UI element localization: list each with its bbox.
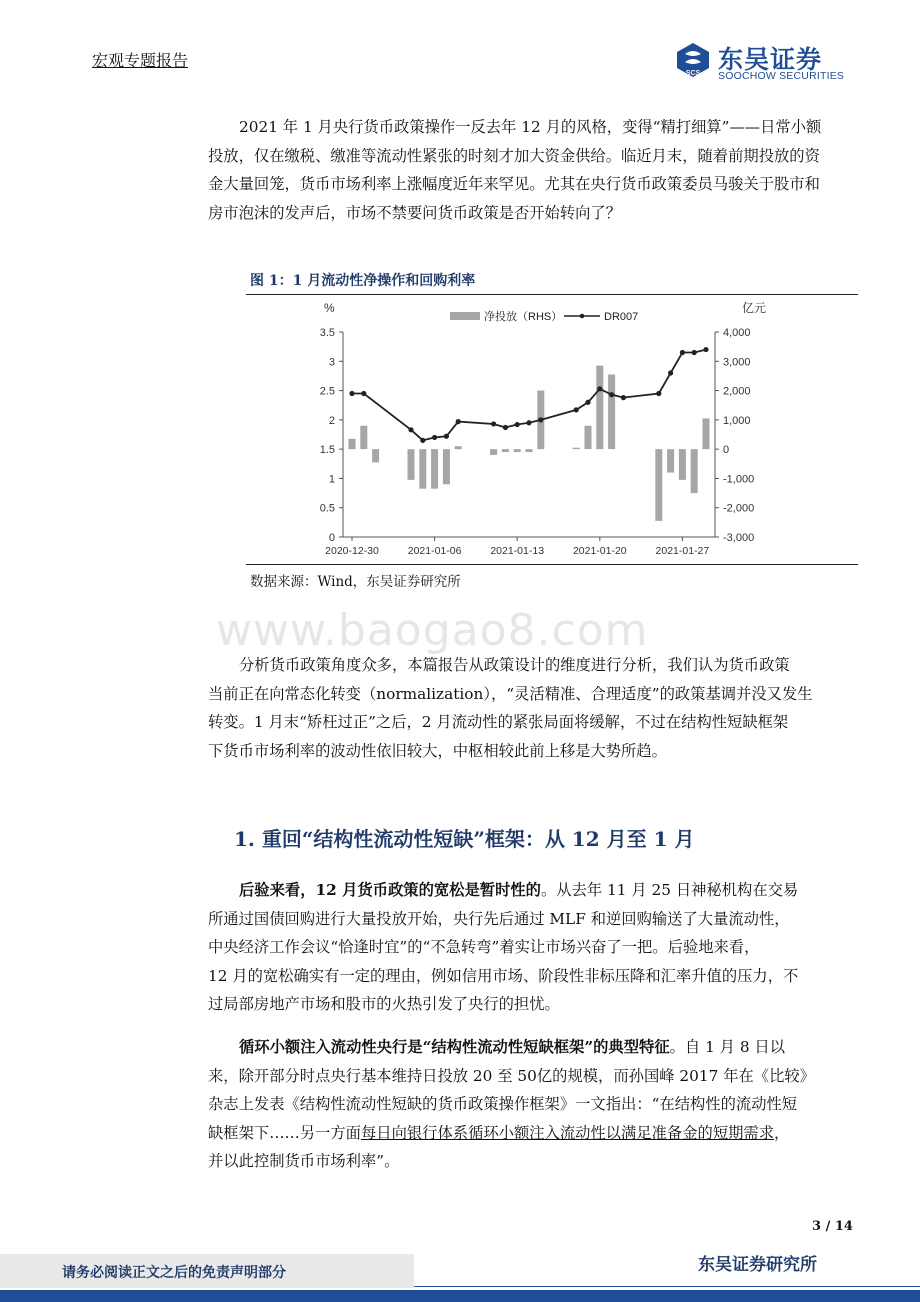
para4-line4-a: 缺框架下……另一方面 [208, 1123, 361, 1142]
para4-line1-rest: 。自 1 月 8 日以 [669, 1038, 786, 1056]
para3-line1-rest: 。从去年 11 月 25 日神秘机构在交易 [540, 881, 799, 899]
liquidity-chart [300, 298, 800, 562]
net-injection-bar [372, 449, 379, 462]
legend-bar-swatch [450, 312, 480, 320]
dr007-point [680, 350, 685, 355]
para3-line [208, 876, 854, 905]
intro-paragraph [208, 113, 854, 227]
x-tick-label: 2020-12-30 [325, 545, 379, 557]
para4-line: 并以此控制货币市场利率”。 [208, 1152, 400, 1170]
para4-lead: 循环小额注入流动性央行是“结构性流动性短缺框架”的典型特征 [239, 1038, 670, 1056]
net-injection-bar [585, 426, 592, 449]
x-tick-label: 2021-01-27 [655, 545, 710, 557]
right-tick-label: -3,000 [723, 532, 755, 544]
dr007-point [597, 386, 602, 391]
para4-line: 杂志上发表《结构性流动性短缺的货币政策操作框架》一文指出：“在结构性的流动性短 [208, 1095, 798, 1113]
dr007-point [361, 391, 366, 396]
legend-line-marker [580, 314, 585, 319]
para4-underlined-quote: 每日向银行体系循环小额注入流动性以满足准备金的短期需求 [360, 1123, 775, 1142]
left-tick-label: 0.5 [319, 502, 335, 515]
x-tick-label: 2021-01-13 [490, 545, 545, 557]
intro-line: 投放，仅在缴税、缴准等流动性紧张的时刻才加大资金供给。临近月末，随着前期投放的资 [208, 146, 820, 165]
right-tick-label: 3,000 [723, 356, 751, 369]
analysis-line: 分析货币政策角度众多，本篇报告从政策设计的维度进行分析，我们认为货币政策 [239, 656, 790, 674]
right-tick-label: -2,000 [723, 502, 755, 515]
dr007-point [585, 400, 590, 405]
dr007-line [349, 347, 708, 443]
para4-line: 来，除开部分时点央行基本维持日投放 20 至 50亿的规模，而孙国峰 2017 年在《比较》 [208, 1066, 815, 1085]
net-injection-bar [455, 446, 462, 449]
para-december-easing [208, 876, 854, 1019]
net-injection-bar [679, 449, 686, 480]
para4-line [208, 1119, 854, 1148]
left-tick-label: 0 [328, 532, 335, 544]
net-injection-bar [349, 439, 356, 449]
left-tick-label: 1.5 [319, 444, 335, 457]
net-injection-bar [408, 449, 415, 480]
para3-line: 所通过国债回购进行大量投放开始，央行先后通过 MLF 和逆回购输送了大量流动性， [208, 909, 790, 928]
para4-line [208, 1033, 854, 1062]
para3-line: 中央经济工作会议“恰逢时宜”的“不急转弯”着实让市场兴奋了一把。后验地来看， [208, 938, 760, 956]
left-axis-unit: % [324, 301, 335, 315]
footer-bar [0, 1290, 920, 1302]
net-injection-bar [443, 449, 450, 484]
dr007-point [515, 422, 520, 427]
intro-line: 金大量回笼，货币市场利率上涨幅度近年来罕见。尤其在央行货币政策委员马骏关于股市和 [208, 175, 820, 193]
dr007-point [668, 370, 673, 375]
net-injection-bar [514, 449, 521, 452]
net-injection-bar [655, 449, 662, 521]
page-number: 3 / 14 [812, 1219, 853, 1234]
net-injection-bar [608, 374, 615, 449]
para3-lead: 后验来看，12 月货币政策的宽松是暂时性的 [239, 881, 541, 899]
figure-title: 图 1：1 月流动性净操作和回购利率 [250, 273, 476, 289]
left-tick-label: 1 [328, 473, 335, 486]
figure-source: 数据来源：Wind，东吴证券研究所 [250, 574, 461, 590]
footer-disclaimer: 请务必阅读正文之后的免责声明部分 [62, 1265, 286, 1281]
right-tick-label: 4,000 [723, 327, 751, 339]
net-injection-bar [490, 449, 497, 455]
logo-mark-text: SCS [685, 70, 701, 77]
para4-line4-c: ， [774, 1123, 790, 1142]
right-tick-label: -1,000 [723, 473, 755, 486]
analysis-line: 当前正在向常态化转变（normalization），“灵活精准、合理适度”的政策基调并没又发生 [208, 684, 813, 703]
net-injection-bar [431, 449, 438, 489]
para3-line: 过局部房地产市场和股市的火热引发了央行的担忧。 [208, 995, 560, 1013]
x-tick-label: 2021-01-20 [572, 545, 627, 557]
company-logo [674, 40, 864, 84]
right-tick-label: 0 [723, 444, 730, 457]
dr007-point [656, 391, 661, 396]
dr007-point [444, 434, 449, 439]
intro-line: 房市泡沫的发声后，市场不禁要问货币政策是否开始转向了？ [208, 203, 622, 222]
report-type-header: 宏观专题报告 [92, 51, 189, 70]
left-tick-label: 3 [328, 356, 335, 369]
dr007-point [432, 435, 437, 440]
legend-line-label: DR007 [604, 311, 639, 323]
intro-line: 2021 年 1 月央行货币政策操作一反去年 12 月的风格，变得“精打细算”——日常小额 [239, 118, 822, 136]
net-injection-bar [703, 418, 710, 449]
dr007-point [692, 350, 697, 355]
analysis-line: 转变。1 月末“矫枉过正”之后，2 月流动性的紧张局面将缓解，不过在结构性短缺框架 [208, 713, 789, 731]
dr007-point [574, 407, 579, 412]
net-injection-bar [667, 449, 674, 472]
left-tick-label: 3.5 [319, 327, 335, 339]
dr007-point [456, 419, 461, 424]
watermark: www.baogao8.com [216, 605, 649, 656]
dr007-point [526, 420, 531, 425]
logo-chinese-name: 东吴证券 [718, 45, 823, 74]
footer-organization: 东吴证券研究所 [698, 1255, 817, 1275]
net-injection-bar [691, 449, 698, 493]
dr007-point [503, 425, 508, 430]
net-injection-bar [360, 426, 367, 449]
net-injection-bar [573, 448, 580, 449]
x-tick-label: 2021-01-06 [407, 545, 462, 557]
dr007-point [408, 427, 413, 432]
logo-english-name: SOOCHOW SECURITIES [718, 70, 845, 82]
dr007-point [609, 392, 614, 397]
legend-bar-label: 净投放（RHS） [484, 311, 563, 323]
dr007-point [703, 347, 708, 352]
footer-rule [414, 1286, 920, 1287]
section-heading: 1. 重回“结构性流动性短缺”框架：从 12 月至 1 月 [234, 827, 695, 851]
net-injection-bars [349, 366, 710, 521]
right-tick-label: 1,000 [723, 414, 751, 427]
net-injection-bar [596, 366, 603, 449]
left-tick-label: 2 [328, 414, 335, 427]
dr007-point [491, 421, 496, 426]
dr007-point [349, 391, 354, 396]
figure-top-rule [246, 294, 858, 295]
net-injection-bar [502, 449, 509, 452]
analysis-paragraph [208, 651, 854, 765]
right-tick-label: 2,000 [723, 385, 751, 398]
chart-axes [320, 327, 755, 557]
dr007-point [420, 438, 425, 443]
left-tick-label: 2.5 [319, 385, 335, 398]
net-injection-bar [419, 449, 426, 489]
figure-bottom-rule [246, 564, 858, 565]
soochow-logo-icon [674, 42, 712, 78]
para-structural-shortage [208, 1033, 854, 1176]
right-axis-unit: 亿元 [742, 301, 767, 315]
para3-line: 12 月的宽松确实有一定的理由，例如信用市场、阶段性非标压降和汇率升值的压力，不 [208, 966, 799, 985]
analysis-line: 下货币市场利率的波动性依旧较大，中枢相较此前上移是大势所趋。 [208, 741, 667, 760]
dr007-point [538, 417, 543, 422]
dr007-point [621, 395, 626, 400]
net-injection-bar [526, 449, 533, 452]
dr007-polyline [352, 350, 706, 441]
